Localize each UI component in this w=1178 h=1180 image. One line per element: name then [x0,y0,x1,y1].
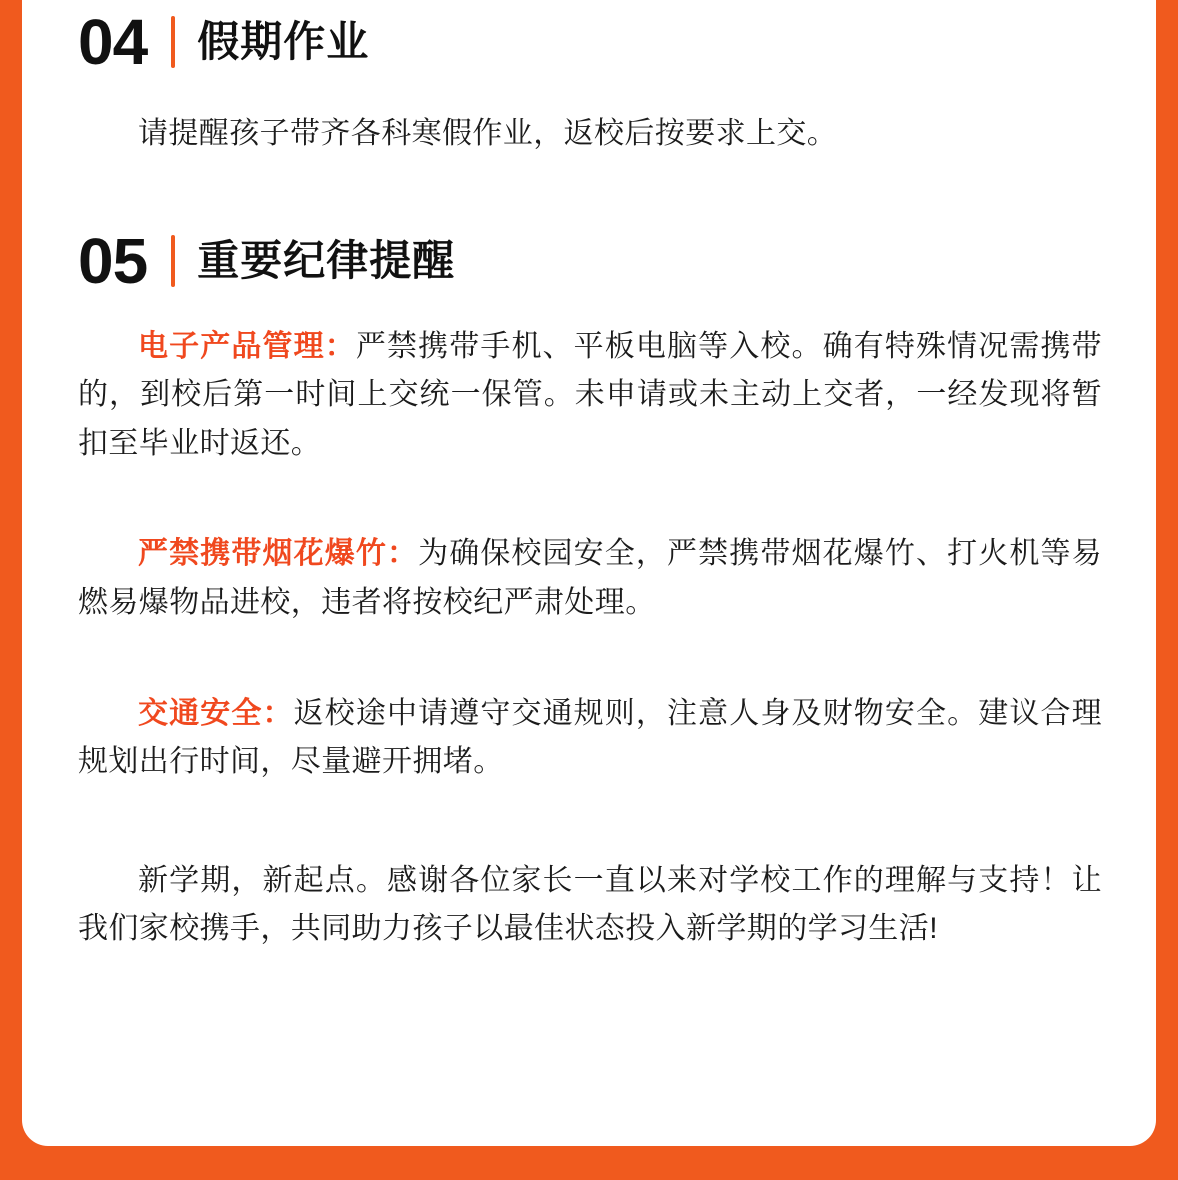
section-heading-05 [78,224,1102,297]
content-card [22,0,1156,1146]
paragraph-fireworks [78,530,1102,627]
section-divider-icon [171,16,175,68]
paragraph-closing: 新学期，新起点。感谢各位家长一直以来对学校工作的理解与支持！让我们家校携手，共同助力孩子以最佳状态投入新学期的学习生活! [78,863,1102,946]
paragraph-lead-fireworks: 严禁携带烟花爆竹： [138,537,419,571]
section-title-05: 重要纪律提醒 [197,236,456,284]
card-inner [22,0,1156,954]
section-heading-04 [78,6,1102,78]
spacer [78,628,1102,690]
paragraph-traffic-safety [78,690,1102,787]
section-number-04: 04 [78,6,148,78]
spacer [78,787,1102,857]
paragraph-text-fireworks: 为确保校园安全，严禁携带烟花爆竹、打火机等易燃易爆物品进校，违者将按校纪严肃处理。 [78,537,1102,619]
section-divider-icon [171,235,175,287]
section-04-body [78,110,1102,159]
paragraph-homework: 请提醒孩子带齐各科寒假作业，返校后按要求上交。 [138,117,838,150]
paragraph-text-electronics: 严禁携带手机、平板电脑等入校。确有特殊情况需携带的，到校后第一时间上交统一保管。未申请或未主动上交者，一经发现将暂扣至毕业时返还。 [78,329,1102,460]
section-05-body [78,323,1102,954]
paragraph-lead-traffic-safety: 交通安全： [138,696,294,730]
spacer [78,159,1102,229]
section-title-04: 假期作业 [197,18,370,65]
section-number-05: 05 [78,224,148,297]
paragraph-text-traffic-safety: 返校途中请遵守交通规则，注意人身及财物安全。建议合理规划出行时间，尽量避开拥堵。 [78,696,1103,779]
paragraph-lead-electronics: 电子产品管理： [138,329,356,363]
spacer [78,468,1102,530]
paragraph-electronics [78,323,1102,469]
